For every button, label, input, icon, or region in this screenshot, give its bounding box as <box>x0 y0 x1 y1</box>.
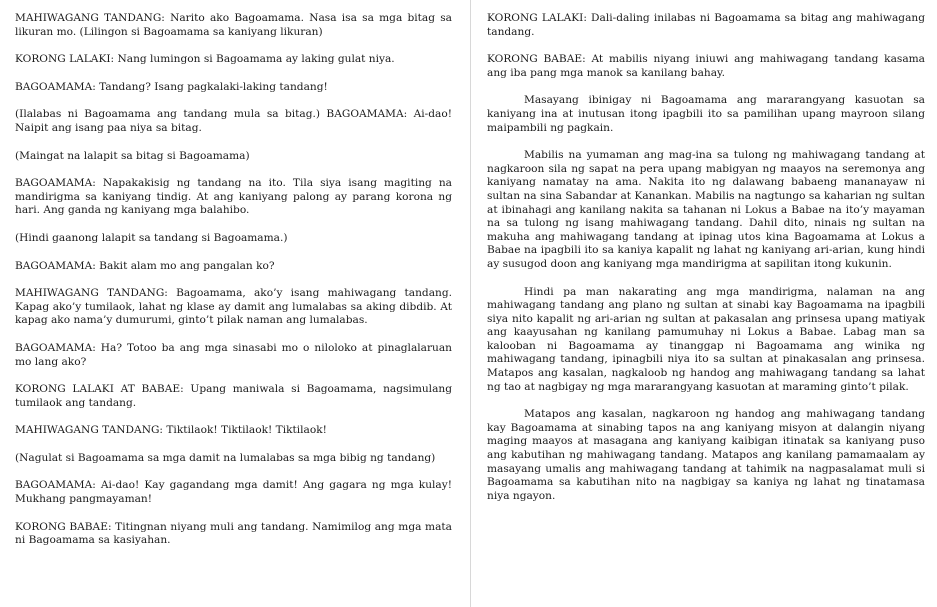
script-line: KORONG LALAKI: Nang lumingon si Bagoamama ay laking gulat niya. <box>15 53 395 66</box>
script-line: KORONG LALAKI AT BABAE: Upang maniwala si Bagoamama, nagsimulang tumilaok ang tandang. <box>15 383 452 409</box>
script-line: MAHIWAGANG TANDANG: Narito ako Bagoamama. Nasa isa sa mga bitag sa likuran mo. (Lilingon si Bagoamama sa kaniyang likuran) <box>15 12 452 38</box>
right-page <box>470 0 937 607</box>
script-line: BAGOAMAMA: Bakit alam mo ang pangalan ko? <box>15 259 275 272</box>
script-line: KORONG LALAKI: Dali-daling inilabas ni Bagoamama sa bitag ang mahiwagang tandang. <box>487 12 925 38</box>
script-line: BAGOAMAMA: Ai-dao! Kay gagandang mga damit! Ang gagara ng mga kulay! Mukhang pangmayaman! <box>15 479 452 506</box>
narrative-paragraph: Masayang ibinigay ni Bagoamama ang mararangyang kasuotan sa kaniyang ina at inutusan itong ipagbili ito sa pamilihan upang mayroon silang maipambili ng pagkain. <box>487 94 925 134</box>
left-page-text-column <box>15 12 452 562</box>
narrative-paragraph: Mabilis na yumaman ang mag-ina sa tulong ng mahiwagang tandang at nagkaroon sila ng sapat na pera upang mabigyan ng maayos na seremonya ang kaniyang namatay na ama. Nakita ito ng dalawang babaeng mananayaw ni sultan na sina Sabandar at Kanankan. Mabilis na nagtungo sa kaharian ng sultan at ibinahagi ang kanilang nakita sa tahanan ni Lokus a Babae na ito’y mayaman na sa tulong ng isang mahiwagang tandang. Dahil dito, ninais ng sultan na makuha ang mahiwagang tandang at ipinag utos kina Bagoamama at Lokus a Babae na ipagbili ito sa kaniya kapalit ng lahat ng kaniyang ari-arian, kung hindi ay susugod doon ang kaniyang mga mandirigma at sapilitan itong kukunin. <box>487 149 925 270</box>
script-line: BAGOAMAMA: Ha? Totoo ba ang mga sinasabi mo o niloloko at pinaglalaruan mo lang ako? <box>15 341 452 368</box>
script-line: (Ilalabas ni Bagoamama ang tandang mula sa bitag.) BAGOAMAMA: Ai-dao! Naipit ang isang paa niya sa bitag. <box>15 108 452 134</box>
narrative-paragraph: Hindi pa man nakarating ang mga mandirigma, nalaman na ang mahiwagang tandang ang plano ng sultan at sinabi kay Bagoamama na ipagbili siya nito kapalit ng ari-arian ng sultan at pakasalan ang prinsesa upang matiyak ang kaayusahan ng kanilang pamumuhay ni Lokus a Babae. Labag man sa kalooban ni Bagoamama ay tinanggap ni Bagoamama ang winika ng mahiwagang tandang, ipinagbili niya ito sa sultan at pinakasalan ang prinsesa. Matapos ang kasalan, nagkaloob ng handog ang mahiwagang tandang sa lahat ng tao at nagbigay ng mga mararangyang kasuotan at maraming ginto’t pilak. <box>487 285 925 393</box>
script-line: MAHIWAGANG TANDANG: Tiktilaok! Tiktilaok! Tiktilaok! <box>15 424 327 437</box>
narrative-paragraph: Matapos ang kasalan, nagkaroon ng handog ang mahiwagang tandang kay Bagoamama at sinabing tapos na ang kaniyang misyon at dalangin niyang maging maayos at masagana ang kaniyang kaibigan itinatak sa kaniyang puso ang kabutihan ng mahiwagang tandang. Matapos ang kanilang pamamaalam ay masayang umalis ang mahiwagang tandang at tahimik na nagpasalamat muli si Bagoamama sa kabutihan nito na nagbigay sa kaniya ng lahat ng tinatamasa niya ngayon. <box>487 408 925 502</box>
script-line: BAGOAMAMA: Napakakisig ng tandang na ito. Tila siya isang magiting na mandirigma sa kaniyang tindig. At ang kaniyang palong ay parang korona ng hari. Ang ganda ng kaniyang mga balahibo. <box>15 177 452 217</box>
right-page-text-column <box>487 12 925 517</box>
stage-direction: (Maingat na lalapit sa bitag si Bagoamama) <box>15 149 250 162</box>
script-line: BAGOAMAMA: Tandang? Isang pagkalaki-laking tandang! <box>15 80 328 93</box>
stage-direction: (Nagulat si Bagoamama sa mga damit na lumalabas sa mga bibig ng tandang) <box>15 451 436 464</box>
script-line: KORONG BABAE: At mabilis niyang iniuwi ang mahiwagang tandang kasama ang iba pang mga manok sa kanilang bahay. <box>487 53 925 79</box>
script-line: MAHIWAGANG TANDANG: Bagoamama, ako’y isang mahiwagang tandang. Kapag ako’y tumilaok, lahat ng klase ay damit ang lumalabas sa aking dibdib. At kapag ako nama’y dumurumi, ginto’t pilak naman ang lumalabas. <box>15 287 452 327</box>
script-line: KORONG BABAE: Titingnan niyang muli ang tandang. Namimilog ang mga mata ni Bagoamama sa kasiyahan. <box>15 520 452 547</box>
left-page <box>0 0 466 607</box>
stage-direction: (Hindi gaanong lalapit sa tandang si Bagoamama.) <box>15 231 288 244</box>
